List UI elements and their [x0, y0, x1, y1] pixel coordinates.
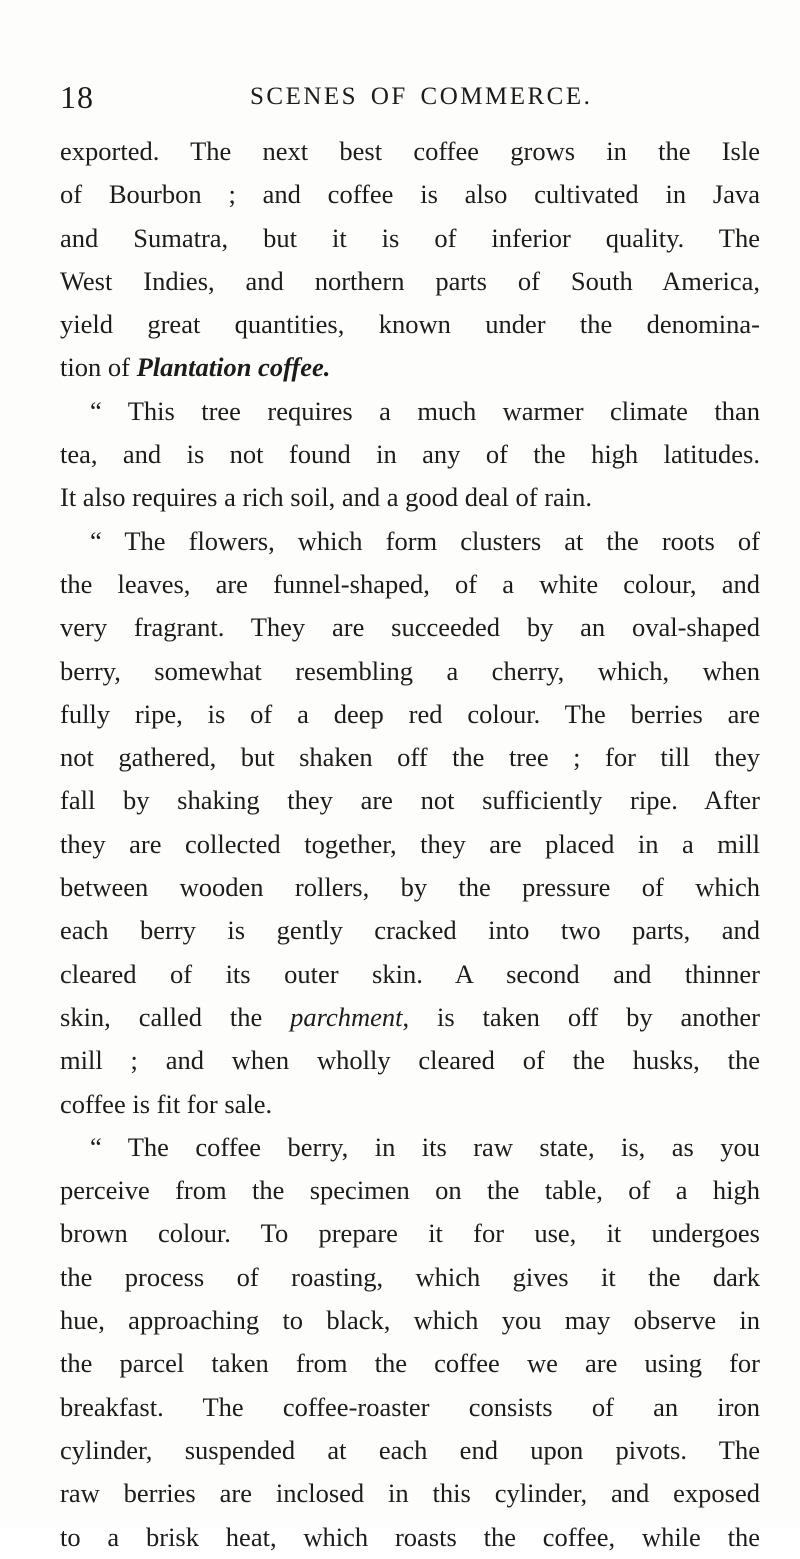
text-line: between wooden rollers, by the pressure of which — [60, 872, 760, 903]
text-line — [60, 346, 760, 389]
text-line: not gathered, but shaken off the tree ; for till they — [60, 742, 760, 773]
text-line: mill ; and when wholly cleared of the husks, the — [60, 1045, 760, 1076]
text-line: berry, somewhat resembling a cherry, which, when — [60, 655, 760, 686]
paragraph-start-line: “ This tree requires a much warmer climate than — [90, 395, 760, 426]
text-line: perceive from the specimen on the table, of a high — [60, 1175, 760, 1206]
text-line: breakfast. The coffee-roaster consists of an iron — [60, 1391, 760, 1422]
text-line — [60, 996, 760, 1039]
text-line: yield great quantities, known under the denomina- — [60, 309, 760, 340]
text-line: hue, approaching to black, which you may observe in — [60, 1305, 760, 1336]
emphasis-plantation-coffee: Plantation coffee. — [136, 352, 331, 383]
text-run: , is taken off by another — [402, 1001, 760, 1032]
paragraph-start-line: “ The coffee berry, in its raw state, is, as you — [90, 1131, 760, 1162]
page-number: 18 — [60, 79, 94, 115]
text-line: to a brisk heat, which roasts the coffee, while the — [60, 1521, 760, 1552]
text-run: skin, called the — [60, 1001, 291, 1032]
text-line: fall by shaking they are not sufficiently ripe. After — [60, 785, 760, 816]
text-line: cylinder, suspended at each end upon pivots. The — [60, 1434, 760, 1465]
text-line: they are collected together, they are placed in a mill — [60, 828, 760, 859]
text-line: raw berries are inclosed in this cylinder, and exposed — [60, 1478, 760, 1509]
text-line: exported. The next best coffee grows in the Isle — [60, 136, 760, 166]
text-run: tion of — [60, 352, 137, 383]
text-line: brown colour. To prepare it for use, it undergoes — [60, 1218, 760, 1249]
text-line: tea, and is not found in any of the high latitudes. — [60, 439, 760, 470]
body-text — [60, 130, 760, 1559]
running-head: SCENES OF COMMERCE. — [250, 83, 593, 110]
page-header — [60, 72, 760, 122]
text-line: very fragrant. They are succeeded by an oval-shaped — [60, 612, 760, 643]
text-line: and Sumatra, but it is of inferior quality. The — [60, 222, 760, 253]
text-line: the leaves, are funnel-shaped, of a white colour, and — [60, 568, 760, 599]
text-line: each berry is gently cracked into two parts, and — [60, 915, 760, 946]
text-line: cleared of its outer skin. A second and thinner — [60, 958, 760, 989]
emphasis-parchment: parchment — [290, 1001, 403, 1032]
text-line: the process of roasting, which gives it the dark — [60, 1261, 760, 1292]
text-line: coffee is fit for sale. — [60, 1088, 273, 1119]
paragraph-start-line: “ The flowers, which form clusters at the roots of — [90, 525, 760, 556]
text-line: It also requires a rich soil, and a good deal of rain. — [60, 482, 593, 513]
text-line: of Bourbon ; and coffee is also cultivated in Java — [60, 179, 760, 210]
text-line: the parcel taken from the coffee we are using for — [60, 1348, 760, 1379]
text-line: West Indies, and northern parts of South America, — [60, 265, 760, 296]
text-line: fully ripe, is of a deep red colour. The berries are — [60, 698, 760, 729]
